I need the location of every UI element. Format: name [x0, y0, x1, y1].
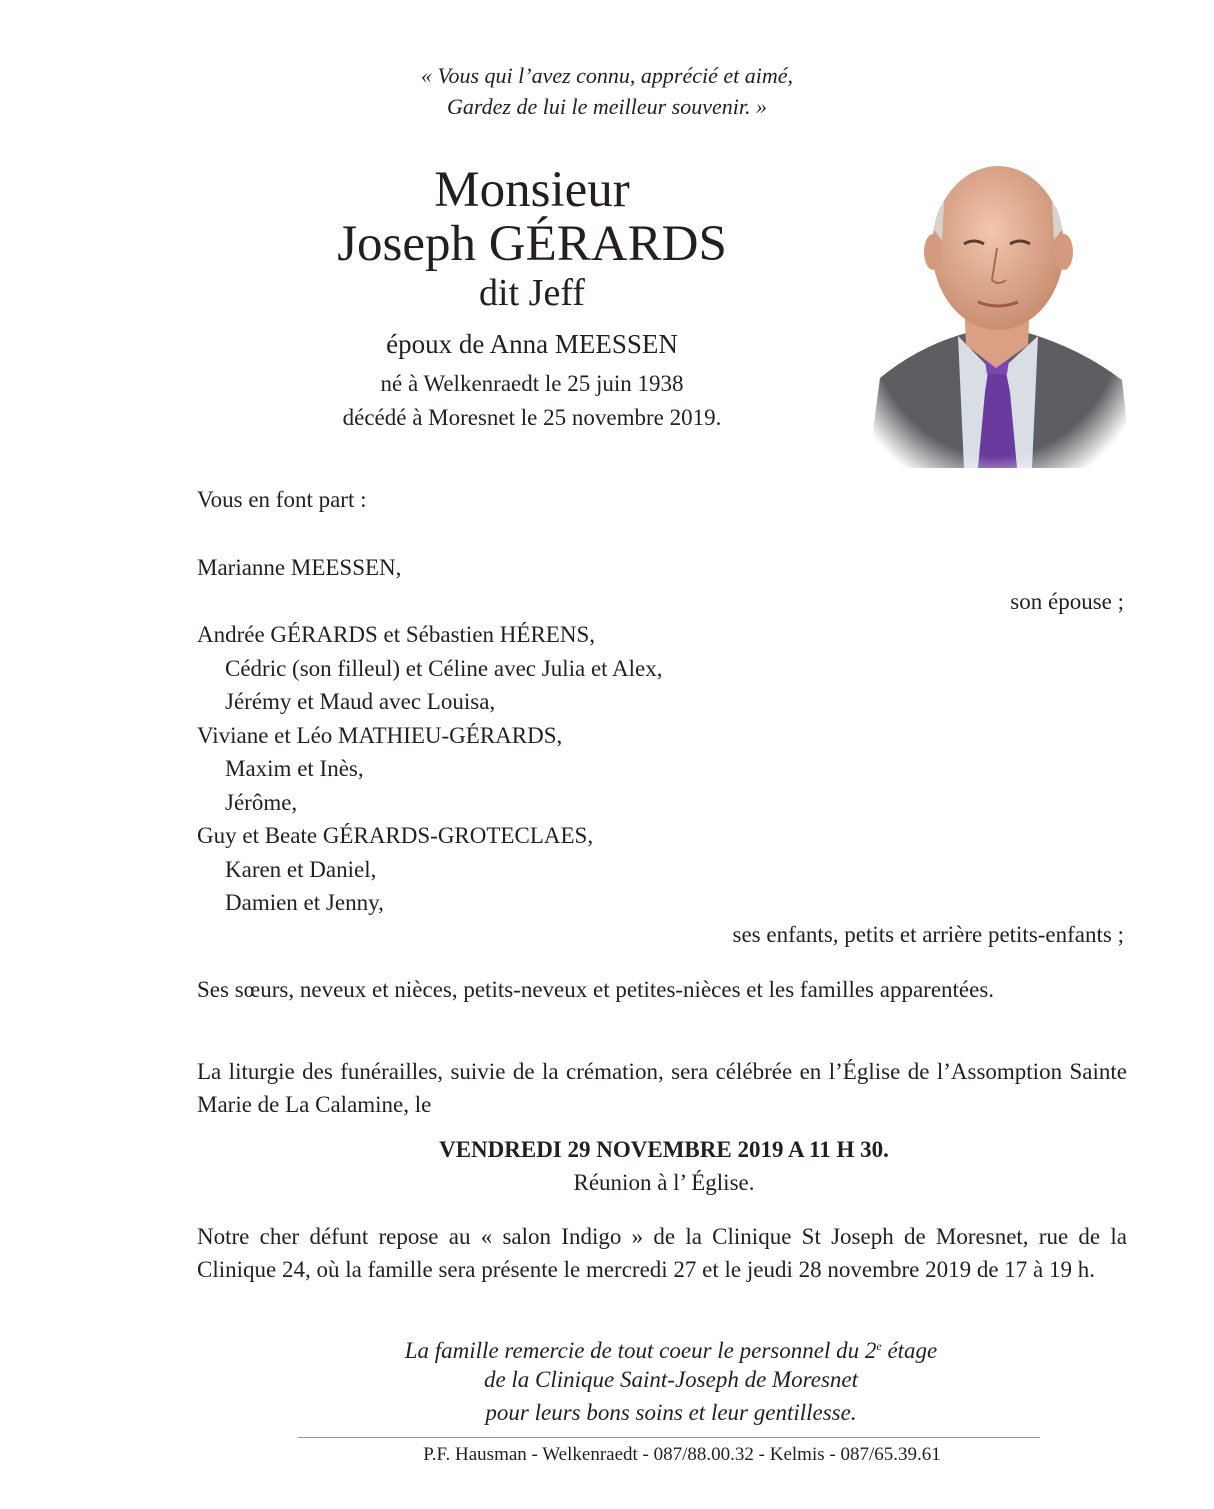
- epigraph-line-2: Gardez de lui le meilleur souvenir. »: [447, 94, 767, 119]
- family-member: Guy et Beate GÉRARDS-GROTECLAES,: [197, 823, 594, 848]
- birth-line: né à Welkenraedt le 25 juin 1938: [380, 371, 684, 396]
- wife-role: son épouse ;: [1010, 589, 1124, 614]
- funeral-home-footer: P.F. Hausman - Welkenraedt - 087/88.00.32 - Kelmis - 087/65.39.61: [423, 1444, 941, 1465]
- thanks-line-1-text: La famille remercie de tout coeur le personnel du 2: [404, 1338, 877, 1363]
- meeting-place: Réunion à l’ Église.: [573, 1170, 755, 1195]
- death-line: décédé à Moresnet le 25 novembre 2019.: [342, 405, 722, 430]
- epigraph: [0, 60, 1214, 122]
- family-member-sub: Cédric (son filleul) et Céline avec Julia et Alex,: [225, 655, 663, 681]
- deceased-name: Joseph GÉRARDS: [337, 216, 727, 272]
- thanks-line-1: [0, 1330, 1214, 1367]
- footer-divider: [298, 1437, 1040, 1438]
- thanks-line-3: pour leurs bons soins et leur gentillesse.: [485, 1400, 857, 1425]
- spouse-line: époux de Anna MEESSEN: [386, 329, 678, 359]
- family-member: Andrée GÉRARDS et Sébastien HÉRENS,: [197, 622, 595, 647]
- wife-name: Marianne MEESSEN,: [197, 555, 402, 580]
- family-member-sub: Damien et Jenny,: [225, 890, 384, 915]
- funeral-date: VENDREDI 29 NOVEMBRE 2019 A 11 H 30.: [439, 1137, 889, 1162]
- family-member-sub: Karen et Daniel,: [225, 856, 377, 882]
- portrait-photo: [860, 140, 1132, 468]
- thanks-superscript: e: [876, 1339, 882, 1353]
- intro-text: Vous en font part :: [197, 487, 367, 512]
- honorific: Monsieur: [434, 162, 630, 218]
- family-member-sub: Maxim et Inès,: [225, 756, 364, 781]
- family-member-sub: Jérôme,: [225, 789, 298, 815]
- family-member-sub: Jérémy et Maud avec Louisa,: [225, 689, 496, 714]
- liturgy-paragraph: La liturgie des funérailles, suivie de la crémation, sera célébrée en l’Église de l’Assomption Sainte Marie de La Calamine, le: [197, 1059, 1127, 1117]
- relatives-paragraph: Ses sœurs, neveux et nièces, petits-neveux et petites-nièces et les familles apparentées.: [197, 977, 995, 1002]
- repose-paragraph: Notre cher défunt repose au « salon Indigo » de la Clinique St Joseph de Moresnet, rue de la Clinique 24, où la famille sera présente le mercredi 27 et le jeudi 28 novembre 2019 de 17 à 19 h.: [197, 1224, 1127, 1282]
- nickname: dit Jeff: [479, 272, 585, 314]
- family-member: Viviane et Léo MATHIEU-GÉRARDS,: [197, 722, 563, 748]
- epigraph-line-1: « Vous qui l’avez connu, apprécié et aimé,: [420, 63, 794, 88]
- thanks-line-2: de la Clinique Saint-Joseph de Moresnet: [483, 1367, 859, 1392]
- thanks-line-1-end: étage: [881, 1338, 938, 1363]
- family-role: ses enfants, petits et arrière petits-enfants ;: [732, 922, 1124, 947]
